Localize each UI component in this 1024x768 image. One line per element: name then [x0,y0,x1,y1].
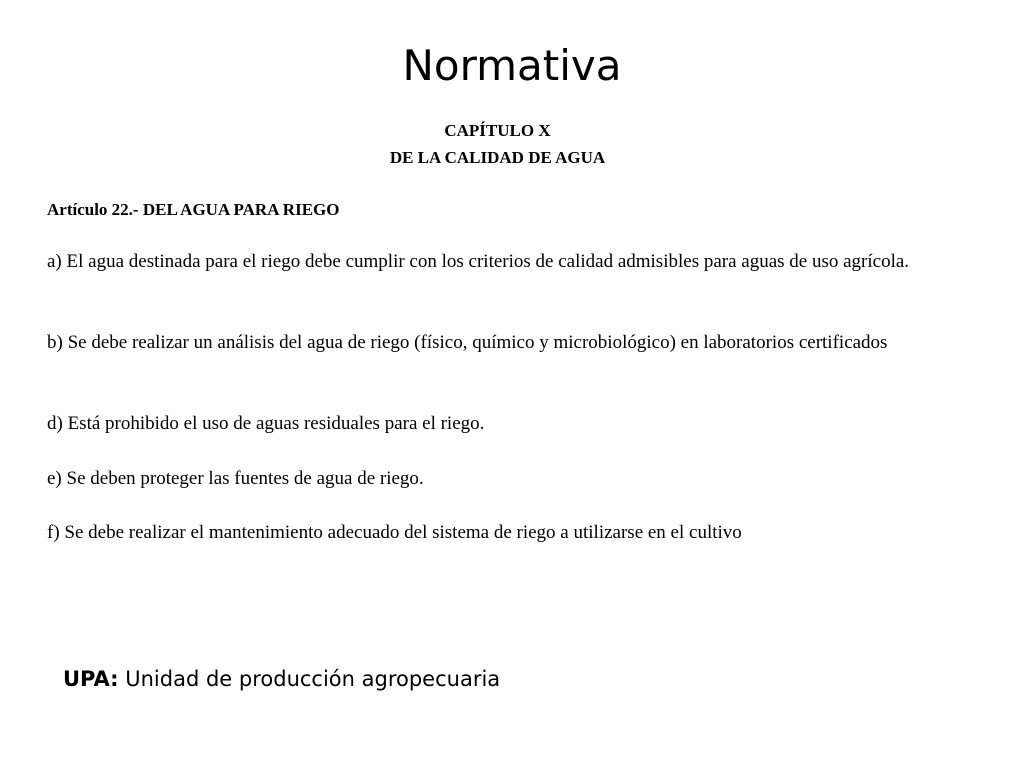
article-item-b: b) Se debe realizar un análisis del agua de riego (físico, químico y microbiológico) en laboratorios certificados [47,332,888,353]
footnote [63,664,500,694]
footnote-definition: Unidad de producción agropecuaria [118,667,501,691]
slide-title: Normativa [402,41,622,90]
article-item-f: f) Se debe realizar el mantenimiento adecuado del sistema de riego a utilizarse en el cultivo [47,522,742,543]
article-heading: Artículo 22.- DEL AGUA PARA RIEGO [47,200,340,219]
article-item-e: e) Se deben proteger las fuentes de agua de riego. [47,468,424,489]
footnote-abbreviation: UPA: [63,667,119,691]
chapter-name: DE LA CALIDAD DE AGUA [389,148,606,167]
article-item-a: a) El agua destinada para el riego debe cumplir con los criterios de calidad admisibles para aguas de uso agrícola. [47,251,910,272]
article-item-d: d) Está prohibido el uso de aguas residuales para el riego. [47,413,485,434]
chapter-number: CAPÍTULO X [444,121,551,140]
